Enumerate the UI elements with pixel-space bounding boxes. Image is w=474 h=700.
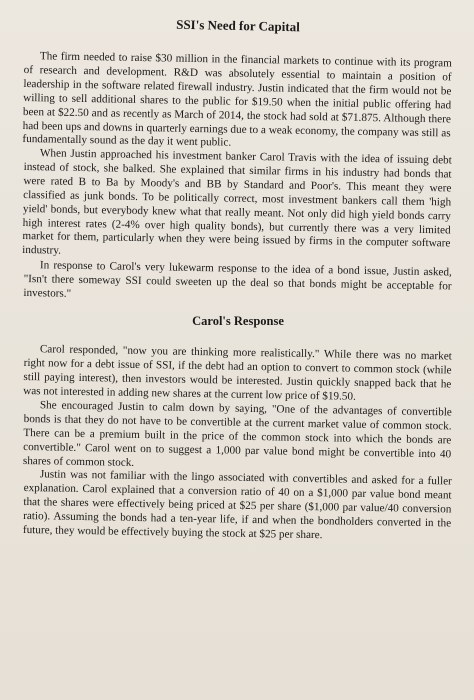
section-carols-response — [22, 343, 452, 542]
heading-carols-response: Carol's Response — [192, 314, 284, 329]
paragraph-need-3: In response to Carol's very lukewarm response to the idea of a bond issue, Justin asked, "Isn't there someway SSI could sweeten up the deal so that bonds might be acceptable for investors." — [23, 258, 452, 300]
section-need-for-capital — [24, 50, 452, 300]
heading-ssi-need-for-capital: SSI's Need for Capital — [176, 16, 300, 35]
paragraph-need-1: The firm needed to raise $30 million in the financial markets to continue with its program of research and development. R&D was absolutely essential to maintain a position of leadership in the software related firewall industry. Justin indicated that the firm would not be willing to sell additional shares to the public for $19.50 when the initial public offering had been at $22.50 and as recently as March of 2014, the stock had sold at $71.875. Although there had been ups and downs in quarterly earnings due to a weak economy, the company was still as fundamentally sound as the day it went public. — [22, 50, 452, 150]
paragraph-response-3: Justin was not familiar with the lingo associated with convertibles and asked for a fuller explanation. Carol explained that a conversion ratio of 40 on a $1,000 par value bond meant that the shares were effectively being priced at $25 per share ($1,000 par value/40 conversion ratio). Assuming the bonds had a ten-year life, if and when the bondholders converted in the future, they would be effectively buying the stock at $25 per share. — [22, 468, 452, 542]
paragraph-need-2: When Justin approached his investment banker Carol Travis with the idea of issuing debt instead of stock, she balked. She explained that similar firms in his industry had bonds that were rated B to Ba by Moody's and BB by Standard and Poor's. This meant they were classified as junk bonds. To be politically correct, most investment bankers call them 'high yield' bonds, but everybody knew what that really meant. Not only did high yield bonds carry high interest rates (2-4% over high quality bonds), but currently there was a very limited market for them, particularly when they were being issued by firms in the computer software industry. — [22, 147, 452, 258]
paragraph-response-2: She encouraged Justin to calm down by saying, "One of the advantages of convertible bonds is that they do not have to be convertible at the current market value of common stock. There can be a premium built in the price of the common stock into which the bonds are convertible." Carol went on to suggest a 1,000 par value bond might be convertible into 40 shares of common stock. — [22, 399, 452, 469]
paragraph-response-1: Carol responded, "now you are thinking more realistically." While there was no market right now for a debt issue of SSI, if the debt had an option to convert to common stock (while still paying interest), then investors would be interested. Justin quickly snapped back that he was not interested in adding new shares at the current low price of $19.50. — [23, 343, 452, 403]
